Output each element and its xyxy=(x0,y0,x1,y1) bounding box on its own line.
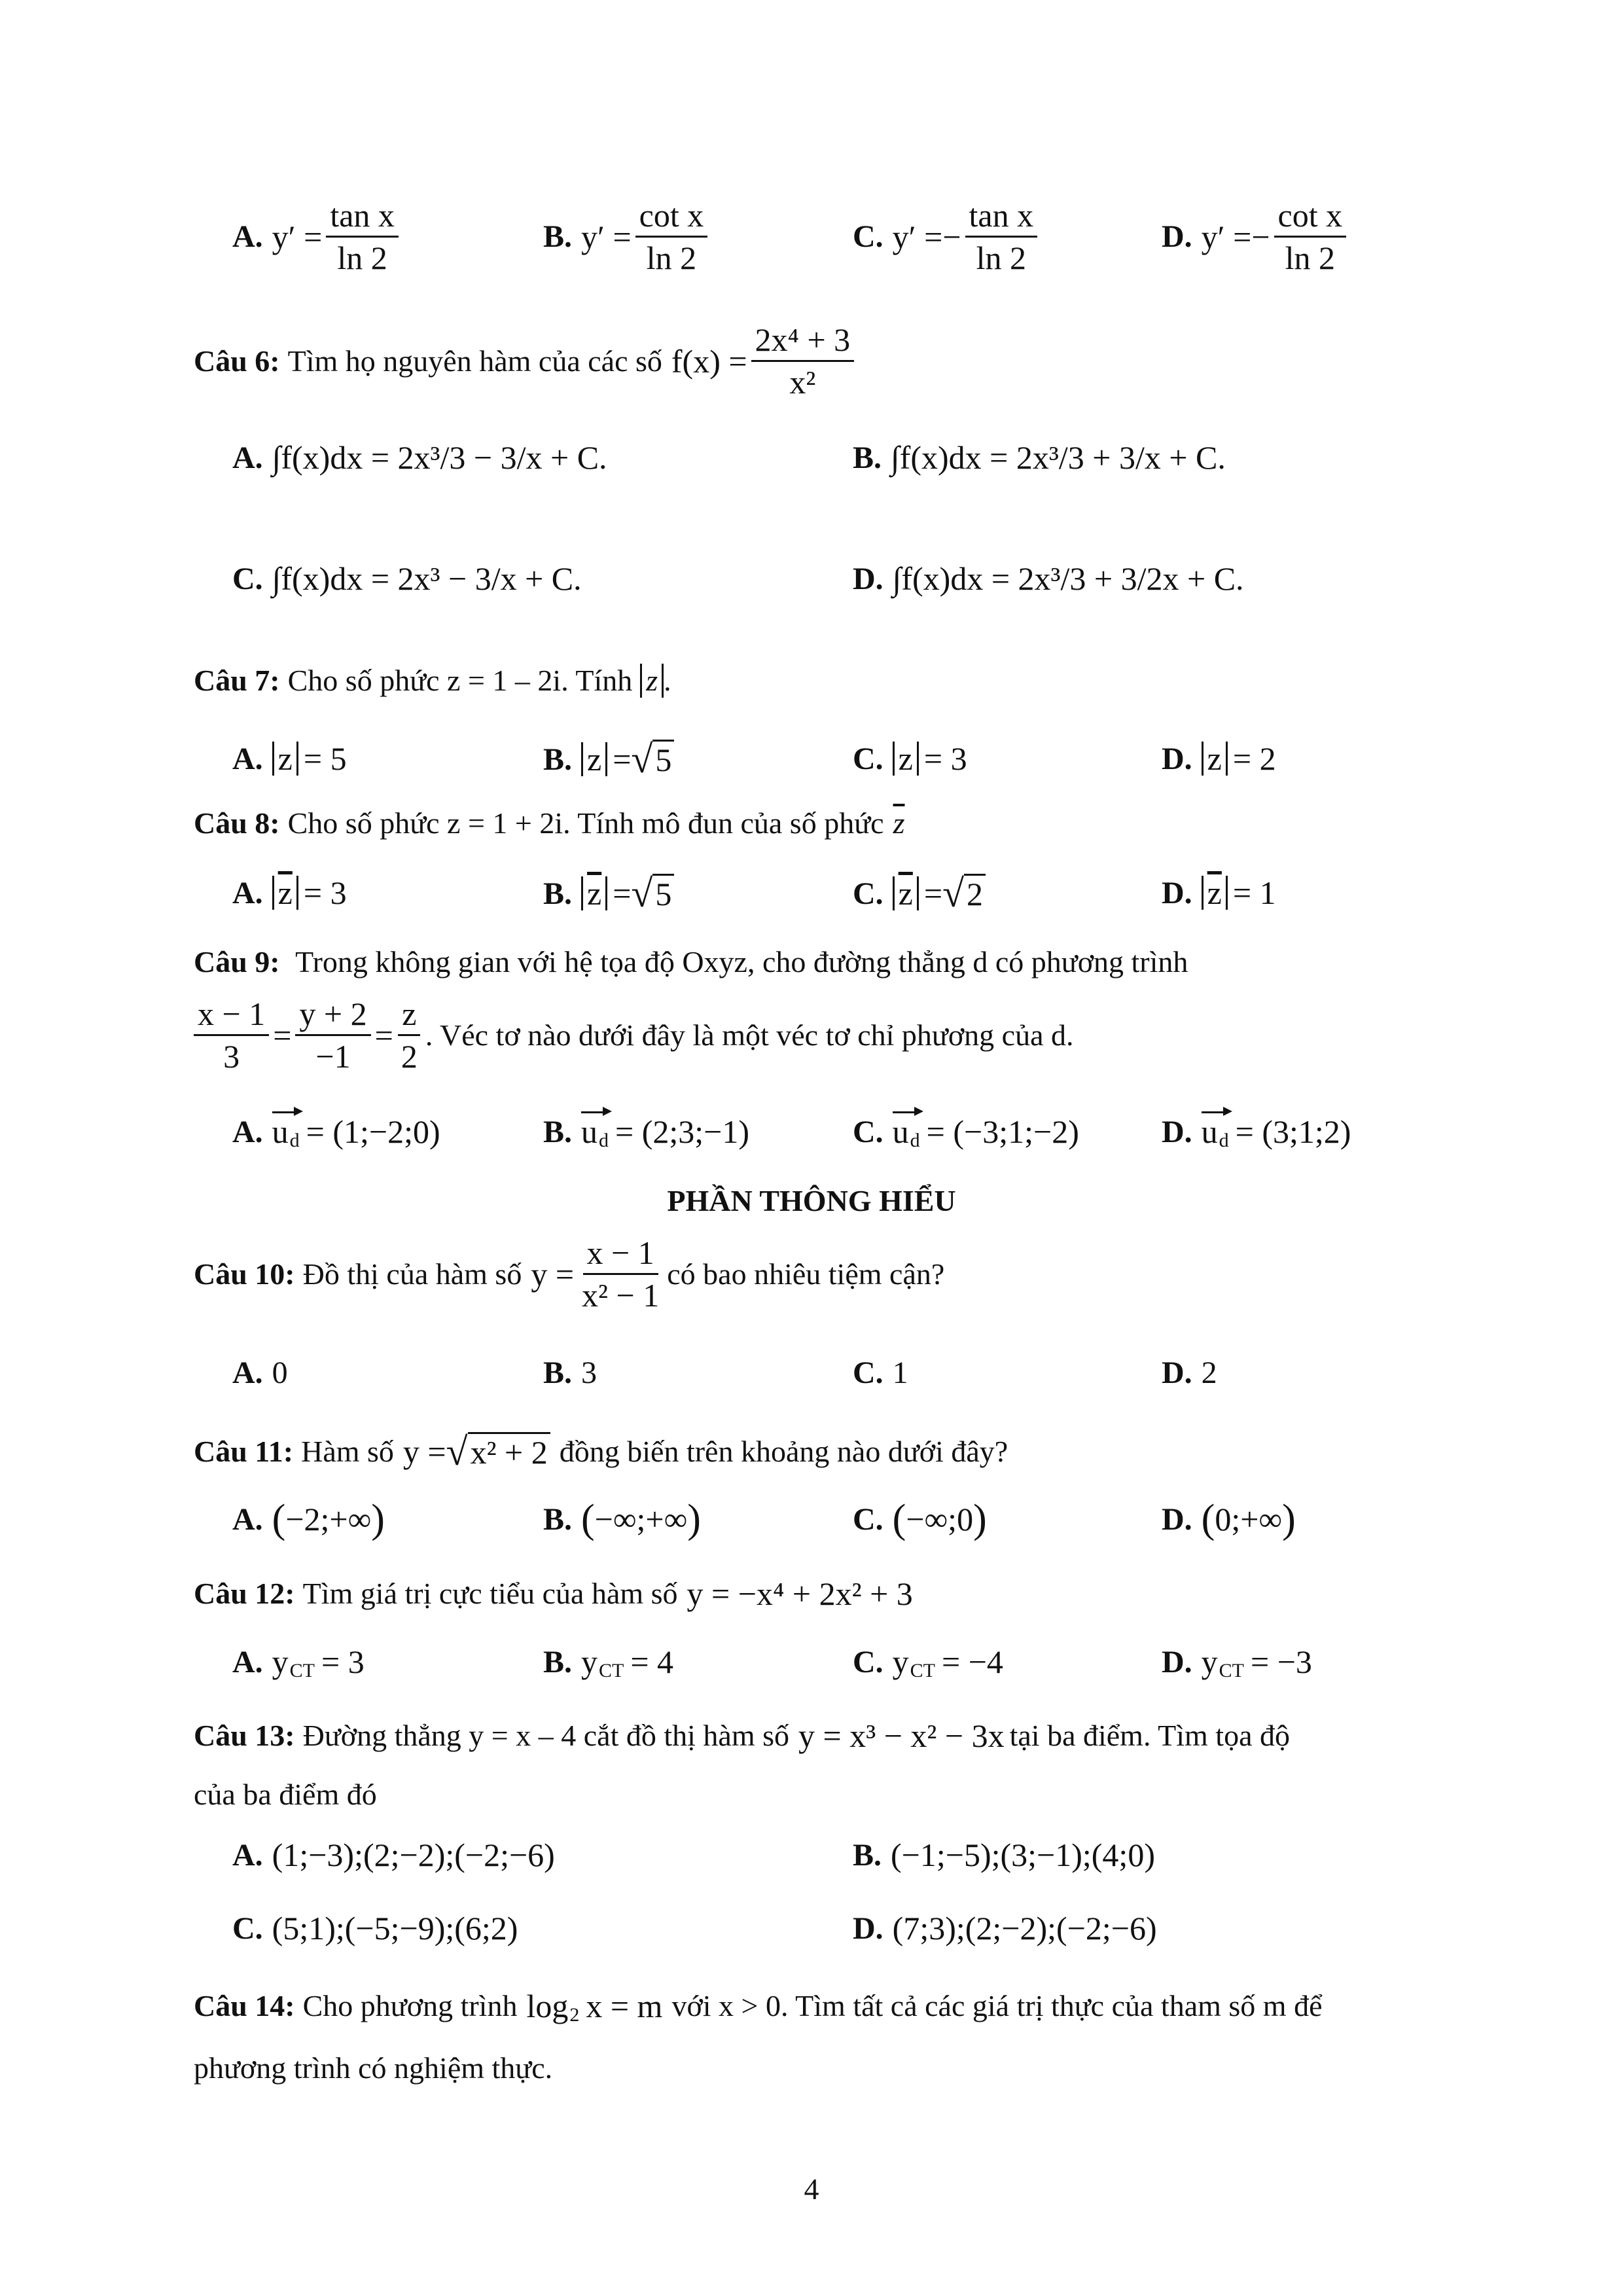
question-number: Câu 11: xyxy=(194,1435,294,1468)
question-11 xyxy=(194,1432,1437,1471)
option-label: B. xyxy=(543,742,573,777)
option-label: A. xyxy=(232,875,263,910)
fraction: $\frac{\text{cot x}}{\ln 2}$ xyxy=(635,196,708,277)
question-text: Tìm giá trị cực tiểu của hàm số xyxy=(302,1577,678,1610)
question-text: Trong không gian với hệ tọa độ Oxyz, cho đường thẳng d có phương trình xyxy=(295,945,1188,978)
option-value: = 3 xyxy=(923,740,967,777)
option-expression: ∫f(x)dx = 2x³/3 + 3/2x + C. xyxy=(892,560,1244,597)
q7-option-b[interactable] xyxy=(543,740,674,779)
question-tail: với x > 0. Tìm tất cả các giá trị thực của tham số m để xyxy=(671,1989,1323,2022)
question-tail: có bao nhiêu tiệm cận? xyxy=(667,1257,945,1291)
question-14-line2: phương trình có nghiệm thực. xyxy=(194,2051,553,2085)
q11-option-b[interactable]: B. ( −∞;+∞ ) xyxy=(543,1497,701,1541)
q5-option-c[interactable] xyxy=(853,196,1041,277)
q7-option-a[interactable] xyxy=(232,740,347,778)
square-root: √ 2 xyxy=(942,874,986,913)
fraction: $\frac{x - 1}{3}$ xyxy=(194,995,269,1075)
section-heading: PHẦN THÔNG HIỂU xyxy=(667,1184,956,1217)
option-label: D. xyxy=(1162,1644,1192,1679)
q13-option-c[interactable] xyxy=(232,1909,518,1947)
vector-u: u xyxy=(272,1113,289,1150)
vector-u: u xyxy=(892,1113,909,1150)
q9-option-c[interactable]: C. u d = (−3;1;−2) xyxy=(853,1113,1079,1151)
option-label: B. xyxy=(543,876,573,911)
q13-option-a[interactable] xyxy=(232,1836,555,1874)
question-text: Hàm số xyxy=(301,1435,394,1468)
vector-u: u xyxy=(581,1113,598,1150)
question-tail: đồng biến trên khoảng nào dưới đây? xyxy=(559,1435,1008,1468)
q6-option-b[interactable] xyxy=(853,439,1226,476)
option-value: (1;−3);(2;−2);(−2;−6) xyxy=(272,1837,555,1873)
question-8 xyxy=(194,804,1437,843)
option-expression: ∫f(x)dx = 2x³/3 + 3/x + C. xyxy=(891,439,1226,476)
q6-option-c[interactable] xyxy=(232,560,582,598)
option-lhs: y′ = xyxy=(581,218,632,255)
option-label: D. xyxy=(853,561,883,596)
q9-option-a[interactable]: A. u d = (1;−2;0) xyxy=(232,1113,440,1151)
option-value: = xyxy=(613,741,632,778)
option-label: A. xyxy=(232,741,263,776)
option-label: C. xyxy=(853,1501,883,1537)
option-label: A. xyxy=(232,440,263,475)
option-value: 3 xyxy=(581,1355,597,1390)
page-number: 4 xyxy=(804,2172,819,2206)
option-label: B. xyxy=(853,1837,882,1873)
q8-option-c[interactable] xyxy=(853,874,986,913)
option-value: = (−3;1;−2) xyxy=(926,1113,1079,1150)
option-label: D. xyxy=(1162,1355,1192,1390)
option-label: C. xyxy=(232,1910,263,1946)
question-6 xyxy=(194,321,1437,401)
square-root: √ 5 xyxy=(631,874,674,913)
fraction: $\frac{y + 2}{-1}$ xyxy=(295,995,370,1075)
question-number: Câu 10: xyxy=(194,1257,295,1291)
question-number: Câu 12: xyxy=(194,1577,295,1610)
option-expression: ∫f(x)dx = 2x³ − 3/x + C. xyxy=(272,560,582,597)
question-text: Tìm họ nguyên hàm của các số xyxy=(287,344,662,378)
option-label: A. xyxy=(232,1837,263,1873)
q6-option-a[interactable] xyxy=(232,439,607,476)
q13-option-d[interactable] xyxy=(853,1909,1157,1947)
question-number: Câu 13: xyxy=(194,1719,295,1752)
question-number: Câu 14: xyxy=(194,1989,295,2022)
function-lhs: y = xyxy=(402,1433,446,1470)
q9-option-b[interactable]: B. u d = (2;3;−1) xyxy=(543,1113,749,1151)
q5-option-d[interactable] xyxy=(1162,196,1350,277)
q9-option-d[interactable]: D. u d = (3;1;2) xyxy=(1162,1113,1351,1151)
modulus: $\overline{z}$ xyxy=(581,876,607,910)
fraction: $\frac{z}{2}$ xyxy=(397,995,421,1075)
q7-option-d[interactable] xyxy=(1162,740,1276,778)
q11-option-d[interactable]: D. ( 0;+∞ ) xyxy=(1162,1497,1296,1541)
q10-option-b[interactable] xyxy=(543,1355,597,1391)
option-sign: − xyxy=(942,218,961,255)
fraction: $\frac{\text{2x⁴ + 3}}{\text{x²}}$ xyxy=(751,321,855,401)
option-lhs: y′ = xyxy=(892,218,943,255)
option-label: C. xyxy=(853,741,883,776)
q8-option-b[interactable] xyxy=(543,874,674,913)
q10-option-d[interactable] xyxy=(1162,1355,1217,1391)
question-text: Cho số phức z = 1 – 2i. Tính xyxy=(287,664,633,697)
option-label: B. xyxy=(853,440,882,475)
option-label: A. xyxy=(232,1355,263,1390)
question-text: Cho số phức z = 1 + 2i. Tính mô đun của số phức xyxy=(287,806,884,840)
option-label: A. xyxy=(232,1114,263,1149)
option-value: = 4 xyxy=(630,1643,674,1680)
option-value: = 1 xyxy=(1232,874,1276,911)
option-value: 1 xyxy=(892,1355,908,1390)
option-value: (−1;−5);(3;−1);(4;0) xyxy=(891,1837,1155,1873)
option-sign: − xyxy=(1251,218,1270,255)
option-label: C. xyxy=(853,219,883,254)
question-text: Đường thẳng y = x – 4 cắt đồ thị hàm số xyxy=(302,1719,790,1752)
question-text: Cho phương trình xyxy=(302,1989,518,2022)
option-label: C. xyxy=(853,1644,883,1679)
function-lhs: y = xyxy=(531,1255,575,1293)
fraction: $\frac{x - 1}{\text{x² − 1}}$ xyxy=(582,1234,660,1314)
q8-option-a[interactable] xyxy=(232,874,347,912)
option-value: = 5 xyxy=(303,740,347,777)
question-9-equation: $\frac{x - 1}{3}$ = $\frac{y + 2}{-1}$ = $\frac{z}{2}$ . Véc tơ nào dưới đây là một véc tơ chỉ phương của d. xyxy=(194,995,1437,1075)
modulus: $\overline{z}$ xyxy=(1202,876,1228,910)
question-text: Đồ thị của hàm số xyxy=(302,1257,522,1291)
modulus: z xyxy=(893,742,919,776)
option-lhs: y′ = xyxy=(1201,218,1252,255)
question-13 xyxy=(194,1716,1437,1755)
question-number: Câu 7: xyxy=(194,664,280,697)
q5-option-b[interactable] xyxy=(543,196,711,277)
question-tail: . Véc tơ nào dưới đây là một véc tơ chỉ phương của d. xyxy=(425,1018,1074,1052)
question-14: Câu 14: Cho phương trình log 2 x = m với x > 0. Tìm tất cả các giá trị thực của tham số m để xyxy=(194,1988,1323,2026)
log-symbol: log xyxy=(526,1988,569,2024)
option-value: = −3 xyxy=(1251,1643,1312,1680)
modulus: z xyxy=(581,742,607,776)
q8-option-d[interactable] xyxy=(1162,874,1276,912)
question-12 xyxy=(194,1574,1437,1613)
option-label: D. xyxy=(1162,1501,1192,1537)
modulus: $\overline{z}$ xyxy=(893,876,919,910)
q11-option-a[interactable]: A. ( −2;+∞ ) xyxy=(232,1497,385,1541)
q12-option-a[interactable]: A. y CT = 3 xyxy=(232,1643,365,1681)
option-label: C. xyxy=(232,561,263,596)
option-value: 0 xyxy=(272,1355,288,1390)
option-value: = xyxy=(613,875,632,912)
q7-option-c[interactable] xyxy=(853,740,967,778)
option-label: D. xyxy=(1162,875,1192,910)
q12-option-b[interactable]: B. y CT = 4 xyxy=(543,1643,674,1681)
option-value: (5;1);(−5;−9);(6;2) xyxy=(272,1910,518,1946)
conjugate-z: $\overline{z}$ xyxy=(893,806,905,840)
option-label: D. xyxy=(853,1910,883,1946)
option-label: B. xyxy=(543,1114,573,1149)
option-value: = 2 xyxy=(1232,740,1276,777)
function-expression: y = x³ − x² − 3x xyxy=(798,1717,1005,1754)
option-value: −∞;0 xyxy=(906,1501,974,1537)
option-label: D. xyxy=(1162,1114,1192,1149)
square-root: √ 5 xyxy=(631,740,674,779)
q6-option-d[interactable] xyxy=(853,560,1244,598)
fraction: $\frac{\text{cot x}}{\ln 2}$ xyxy=(1274,196,1347,277)
modulus: z xyxy=(1202,742,1228,776)
vector-u: u xyxy=(1201,1113,1218,1150)
equation: x = m xyxy=(586,1988,663,2024)
option-label: B. xyxy=(543,1501,573,1537)
option-label: C. xyxy=(853,1114,883,1149)
option-value: 2 xyxy=(1201,1355,1217,1390)
option-value: = 3 xyxy=(321,1643,365,1680)
function-lhs: f(x) = xyxy=(671,342,747,380)
q13-option-b[interactable] xyxy=(853,1836,1155,1874)
question-number: Câu 8: xyxy=(194,806,280,840)
question-7 xyxy=(194,661,1437,700)
option-label: A. xyxy=(232,1501,263,1537)
question-end: . xyxy=(664,664,671,697)
option-value: = −4 xyxy=(942,1643,1003,1680)
question-tail: tại ba điểm. Tìm tọa độ xyxy=(1009,1719,1290,1752)
q12-option-c[interactable]: C. y CT = −4 xyxy=(853,1643,1003,1681)
option-value: 0;+∞ xyxy=(1215,1501,1283,1537)
option-lhs: y′ = xyxy=(272,218,323,255)
function-expression: y = −x⁴ + 2x² + 3 xyxy=(687,1575,913,1612)
option-label: B. xyxy=(543,219,573,254)
option-value: = (1;−2;0) xyxy=(306,1113,440,1150)
modulus-expression: z xyxy=(640,664,664,698)
option-value: = xyxy=(923,875,943,912)
question-number: Câu 6: xyxy=(194,344,280,378)
fraction: $\frac{\text{tan x}}{\ln 2}$ xyxy=(326,196,399,277)
modulus: $\overline{z}$ xyxy=(272,876,298,910)
question-13-line2: của ba điểm đó xyxy=(194,1778,377,1811)
q10-option-a[interactable] xyxy=(232,1355,288,1391)
option-value: −∞;+∞ xyxy=(594,1501,688,1537)
q11-option-c[interactable]: C. ( −∞;0 ) xyxy=(853,1497,987,1541)
question-10 xyxy=(194,1234,1437,1314)
q10-option-c[interactable] xyxy=(853,1355,908,1391)
option-label: A. xyxy=(232,1644,263,1679)
option-label: D. xyxy=(1162,219,1192,254)
option-value: (7;3);(2;−2);(−2;−6) xyxy=(892,1910,1157,1946)
option-label: B. xyxy=(543,1355,573,1390)
question-9 xyxy=(194,942,1437,982)
option-label: C. xyxy=(853,1355,883,1390)
option-expression: ∫f(x)dx = 2x³/3 − 3/x + C. xyxy=(272,439,607,476)
square-root: √ x² + 2 xyxy=(446,1432,550,1471)
modulus: z xyxy=(272,742,298,776)
option-value: = 3 xyxy=(303,874,347,911)
fraction: $\frac{\text{tan x}}{\ln 2}$ xyxy=(965,196,1038,277)
option-label: B. xyxy=(543,1644,573,1679)
option-value: −2;+∞ xyxy=(285,1501,372,1537)
option-label: A. xyxy=(232,219,263,254)
q5-option-a[interactable] xyxy=(232,196,402,277)
question-number: Câu 9: xyxy=(194,945,280,978)
option-value: = (3;1;2) xyxy=(1235,1113,1351,1150)
q12-option-d[interactable]: D. y CT = −3 xyxy=(1162,1643,1312,1681)
option-label: C. xyxy=(853,876,883,911)
option-label: D. xyxy=(1162,741,1192,776)
option-value: = (2;3;−1) xyxy=(615,1113,749,1150)
